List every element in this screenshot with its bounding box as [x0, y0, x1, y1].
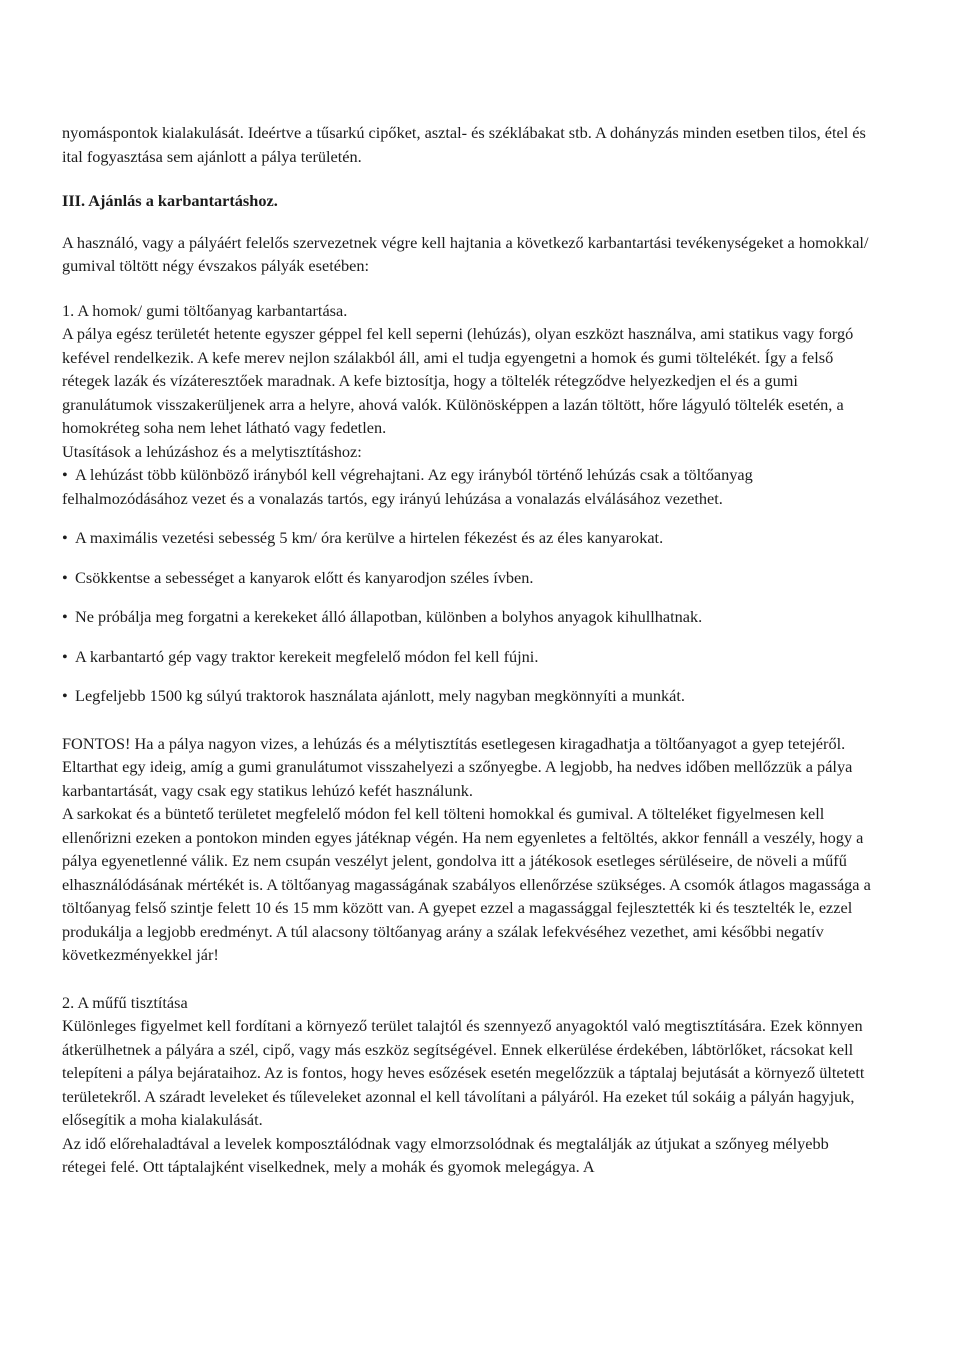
bullet-icon: •	[62, 528, 68, 547]
list-item	[62, 645, 874, 669]
bullet-icon: •	[62, 607, 68, 626]
item-body-paragraph: Az idő előrehaladtával a levelek komposztálódnak vagy elmorzsolódnak és megtalálják az útjukat a szőnyeg mélyebb rétegei felé. Ott táptalajként viselkednek, mely a mohák és gyomok melegágya. A	[62, 1133, 829, 1176]
list-item-text: Legfeljebb 1500 kg súlyú traktorok használata ajánlott, mely nagyban megkönnyíti a munkát.	[75, 686, 685, 705]
list-item	[62, 463, 874, 510]
list-item	[62, 684, 874, 708]
corners-paragraph: A sarkokat és a büntető területet megfelelő módon fel kell tölteni homokkal és gumival. A tölteléket figyelmesen kell ellenőrizni ezeken a pontokon minden egyes játéknap végén. Ha nem egyenletes a feltöltés, akkor fennáll a veszély, hogy a pálya egyenetlenné válik. Ez nem csupán veszélyt jelent, gondolva itt a játékosok esetleges sérüléseire, de növeli a műfű elhasználódásának mértékét is. A töltőanyag magasságának szabályos ellenőrzése szükséges. A csomók átlagos magassága a töltőanyag felső szintje felett 10 és 15 mm között van. A gyepet ezzel a magassággal fejlesztették ki és tesztelték le, ezzel produkálja a legjobb eredményt. A túl alacsony töltőanyag arány a szálak lefekvéséhez vezethet, ami későbbi negatív következményekkel jár!	[62, 804, 871, 964]
list-item	[62, 526, 874, 550]
section-heading: III. Ajánlás a karbantartáshoz.	[62, 191, 278, 210]
section-intro-paragraph: A használó, vagy a pályáért felelős szervezetnek végre kell hajtania a következő karbantartási tevékenységeket a homokkal/ gumival töltött négy évszakos pályák esetében:	[62, 232, 869, 275]
item-title: 2. A műfű tisztítása	[62, 992, 188, 1012]
instructions-label: Utasítások a lehúzáshoz és a melytisztításhoz:	[62, 441, 362, 461]
list-item	[62, 566, 874, 590]
item-body-paragraph: A pálya egész területét hetente egyszer géppel fel kell seperni (lehúzás), olyan eszközt használva, ami statikus vagy forgó kefével rendelkezik. A kefe merev nejlon szálakból áll, ami el tudja egyengetni a homok és gumi töltelékét. Így a felső rétegek lazák és vízáteresztőek maradnak. A kefe biztosítja, hogy a töltelék rétegződve helyezkedjen el és a gumi granulátumok visszakerüljenek arra a helyre, ahová valók. Különösképpen a lazán töltött, hőre lágyuló töltelék esetén, a homokréteg soha nem lehet látható vagy fedetlen.	[62, 324, 854, 437]
warning-paragraph: FONTOS! Ha a pálya nagyon vizes, a lehúzás és a mélytisztítás esetlegesen kiragadhatja a töltőanyagot a gyep tetejéről. Eltarthat egy ideig, amíg a gumi granulátumot visszahelyezi a szőnyegbe. A legjobb, ha nedves időben mellőzzük a pálya karbantartását, vagy csak egy statikus lehúzó kefét használunk.	[62, 733, 853, 800]
list-item-text: A lehúzást több különböző irányból kell végrehajtani. Az egy irányból történő lehúzás csak a töltőanyag felhalmozódásához vezet és a vonalazás tartós, egy irányú lehúzása a vonalazás elválásához vezethet.	[62, 465, 753, 508]
bullet-icon: •	[62, 465, 68, 484]
list-item-text: A maximális vezetési sebesség 5 km/ óra kerülve a hirtelen fékezést és az éles kanyarokat.	[75, 528, 664, 547]
bullet-icon: •	[62, 686, 68, 705]
list-item	[62, 605, 874, 629]
list-item-text: Ne próbálja meg forgatni a kerekeket álló állapotban, különben a bolyhos anyagok kihullhatnak.	[75, 607, 703, 626]
list-item-text: Csökkentse a sebességet a kanyarok előtt és kanyarodjon széles ívben.	[75, 567, 534, 587]
list-item-text: A karbantartó gép vagy traktor kerekeit megfelelő módon fel kell fújni.	[75, 646, 539, 666]
document-page	[62, 121, 874, 1179]
item-title: 1. A homok/ gumi töltőanyag karbantartása.	[62, 300, 348, 320]
bullet-icon: •	[62, 646, 68, 666]
item-body-paragraph: Különleges figyelmet kell fordítani a környező terület talajtól és szennyező anyagoktól való megtisztítására. Ezek könnyen átkerülhetnek a pályára a szél, cipő, vagy más eszköz segítségével. Ennek elkerülése érdekében, lábtörlőket, rácsokat kell telepíteni a pálya bejárataihoz. Az is fontos, hogy heves esőzések esetén megelőzzük a táptalaj bejutását a környező ültetett területekről. A száradt leveleket és tűleveleket azonnal el kell távolítani a pályáról. Ha ezeket túl sokáig a pályán hagyjuk, elősegítik a moha kialakulását.	[62, 1016, 865, 1129]
intro-paragraph: nyomáspontok kialakulását. Ideértve a tűsarkú cipőket, asztal- és széklábakat stb. A dohányzás minden esetben tilos, étel és ital fogyasztása sem ajánlott a pálya területén.	[62, 123, 866, 166]
bullet-icon: •	[62, 567, 68, 587]
